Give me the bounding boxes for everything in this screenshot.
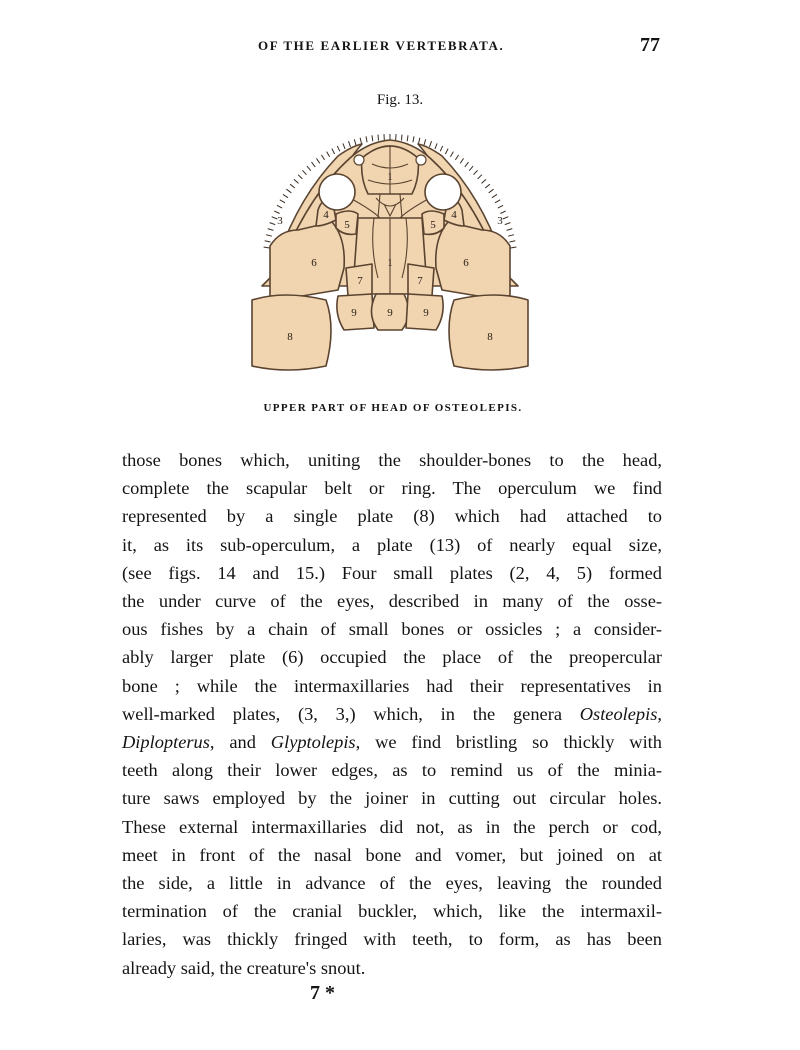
tooth [478,175,482,179]
text-segment: well-marked plates, (3, 3,) which, in the genera [122,703,580,724]
tooth [440,146,443,151]
tooth [402,135,403,141]
plate-number-1-top: 1 [387,171,393,183]
plate-number-7-left: 7 [357,275,363,287]
plate-number-6-right: 6 [463,257,469,269]
tooth [264,247,270,248]
tooth [266,235,272,237]
tooth [407,135,408,141]
tooth [500,211,505,214]
text-line: the side, a little in advance of the eyes, leaving the rounded [122,873,662,894]
running-header [0,34,800,58]
tooth [455,155,458,160]
tooth [321,155,324,160]
plate-number-8-left: 8 [287,331,293,343]
tooth [505,223,511,225]
plate-number-9-left: 9 [351,307,357,319]
tooth [372,135,373,141]
plate-number-9-right: 9 [423,307,429,319]
plate-number-6-left: 6 [311,257,317,269]
italic-genus-name: Osteolepis [579,703,658,724]
text-line: represented by a single plate (8) which had attached to [122,506,662,527]
plate-number-7-right: 7 [417,275,423,287]
text-line: teeth along their lower edges, as to remind us of the minia- [122,760,662,781]
tooth [354,139,356,145]
tooth [360,138,361,144]
body-paragraph [122,446,662,982]
tooth [316,158,319,163]
right-nostril [416,155,426,165]
tooth [265,241,271,242]
tooth [327,152,330,157]
text-line: ous fishes by a chain of small bones or ossicles ; a consider- [122,619,662,640]
text-segment: , and [209,732,271,753]
plate-6-left [270,222,344,296]
tooth [474,170,478,174]
tooth [277,205,282,208]
tooth [332,149,335,154]
tooth [294,179,299,183]
text-line [122,728,662,756]
tooth [492,194,497,197]
plate-number-1-center: 1 [387,257,393,269]
plate-number-3-right: 3 [497,215,503,227]
italic-genus-name: Diplopterus [122,732,210,753]
text-line: the under curve of the eyes, described in many of the osse- [122,591,662,612]
signature-mark: 7 * [310,982,335,1004]
tooth [283,194,288,197]
tooth [337,146,340,151]
figure-label: Fig. 13. [376,92,424,108]
tooth [268,229,274,231]
plate-6-right [436,222,510,296]
tooth [510,241,516,242]
left-nostril [354,155,364,165]
tooth [280,200,285,203]
tooth [424,139,426,145]
right-orbit [425,174,461,210]
tooth [450,152,453,157]
plate-number-4-right: 4 [451,209,457,221]
figure-caption: UPPER PART OF HEAD OF OSTEOLEPIS. [263,402,523,414]
tooth [485,184,490,188]
text-line: ture saws employed by the joiner in cutting out circular holes. [122,788,662,809]
tooth [430,141,432,147]
text-segment: , [657,703,662,724]
tooth [465,162,469,167]
tooth [286,189,291,193]
tooth [419,138,420,144]
tooth [274,211,279,214]
plate-number-5-right: 5 [430,219,436,231]
osteolepis-head-figure [240,118,540,395]
tooth [343,143,345,149]
tooth [445,149,448,154]
tooth [312,162,316,167]
text-line: ably larger plate (6) occupied the place of the preopercular [122,647,662,668]
tooth [435,143,437,149]
text-line: bone ; while the intermaxillaries had their representatives in [122,675,662,696]
text-line: (see figs. 14 and 15.) Four small plates (2, 4, 5) formed [122,562,662,583]
running-title: OF THE EARLIER VERTEBRATA. [258,38,505,53]
page-number: 77 [640,34,660,56]
tooth [503,217,509,219]
tooth [460,158,463,163]
skull-plates-illustration [240,118,540,390]
plate-number-5-left: 5 [344,219,350,231]
text-line [122,700,662,728]
tooth [511,247,517,248]
text-line: These external intermaxillaries did not, as in the perch or cod, [122,816,662,837]
tooth [298,175,302,179]
text-line: laries, was thickly fringed with teeth, to form, as has been [122,929,662,950]
tooth [482,179,487,183]
text-line: already said, the creature's snout. [122,957,366,978]
tooth [498,205,503,208]
plate-number-9-center: 9 [387,307,393,319]
plate-number-4-left: 4 [323,209,329,221]
text-line: those bones which, uniting the shoulder-bones to the head, [122,450,662,470]
text-segment: , we find bristling so thickly with [355,732,662,753]
tooth [290,184,295,188]
tooth [270,223,276,225]
tooth [413,136,414,142]
plate-number-8-right: 8 [487,331,493,343]
tooth [469,166,473,171]
italic-genus-name: Glyptolepis [270,732,356,753]
tooth [378,135,379,141]
text-line: meet in front of the nasal bone and vomer, but joined on at [122,844,662,865]
tooth [302,170,306,174]
tooth [349,141,351,147]
tooth [366,136,367,142]
tooth [507,229,513,231]
text-line: it, as its sub-operculum, a plate (13) of nearly equal size, [122,534,662,555]
tooth [489,189,494,193]
text-line: termination of the cranial buckler, which, like the intermaxil- [122,901,662,922]
tooth [495,200,500,203]
left-orbit [319,174,355,210]
plate-number-3-left: 3 [277,215,283,227]
text-line: complete the scapular belt or ring. The operculum we find [122,478,662,499]
tooth [307,166,311,171]
tooth [508,235,514,237]
